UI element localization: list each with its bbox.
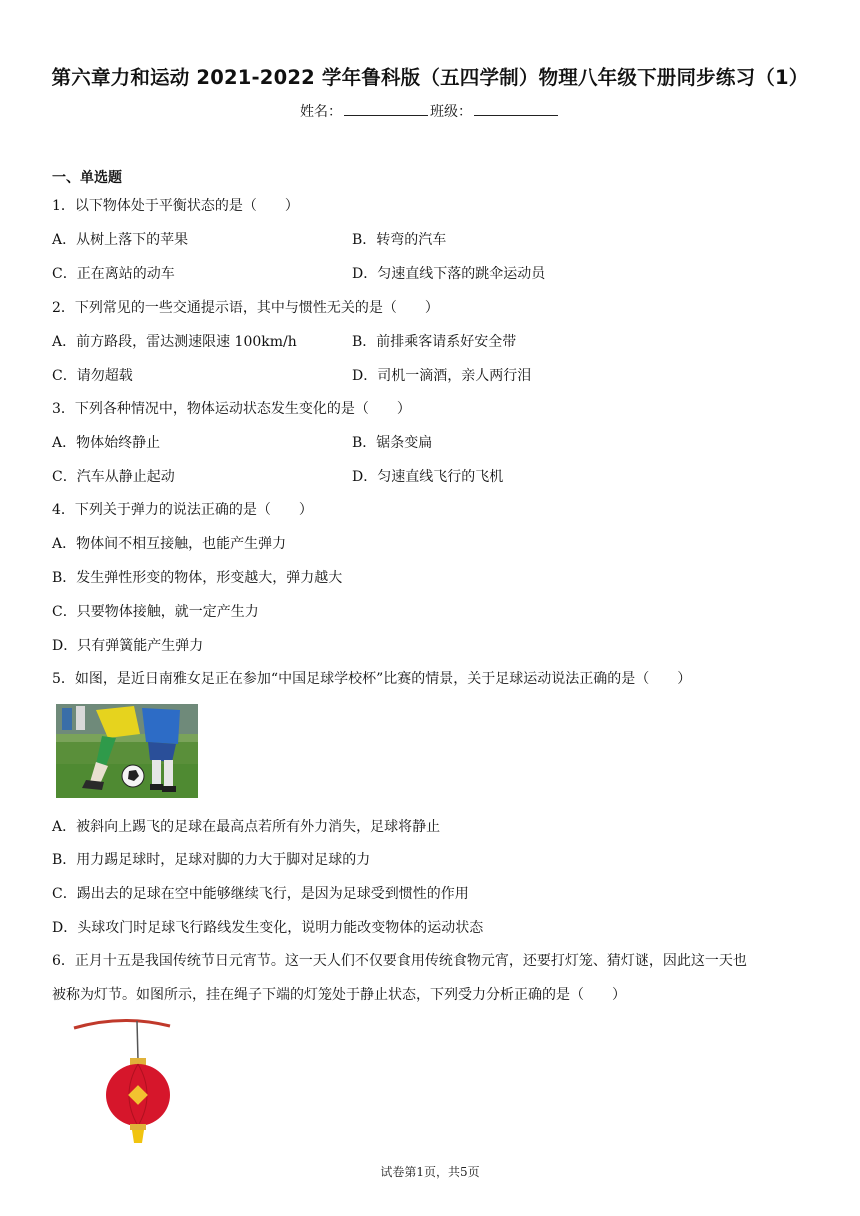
question-3-option-c: C．汽车从静止起动 [52,469,175,485]
question-2-stem: 2．下列常见的一些交通提示语，其中与惯性无关的是（ ） [52,300,439,316]
question-4-option-c: C．只要物体接触，就一定产生力 [52,604,259,620]
question-2-option-b: B．前排乘客请系好安全带 [352,334,517,350]
question-2-option-c: C．请勿超载 [52,368,133,384]
question-5-option-a: A．被斜向上踢飞的足球在最高点若所有外力消失，足球将静止 [52,819,441,835]
question-1-stem: 1．以下物体处于平衡状态的是（ ） [52,198,299,214]
question-3-option-b: B．锯条变扁 [352,435,433,451]
class-label: 班级： [430,104,472,120]
question-4-option-b: B．发生弹性形变的物体，形变越大，弹力越大 [52,570,343,586]
question-3-option-a: A．物体始终静止 [52,435,161,451]
question-5-option-d: D．头球攻门时足球飞行路线发生变化，说明力能改变物体的运动状态 [52,920,484,936]
name-label: 姓名： [300,104,342,120]
question-1-option-d: D．匀速直线下落的跳伞运动员 [352,266,546,282]
question-6-stem-line-1: 6．正月十五是我国传统节日元宵节。这一天人们不仅要食用传统食物元宵，还要打灯笼、猜灯谜，因此这一天也 [52,953,747,969]
question-1-option-a: A．从树上落下的苹果 [52,232,189,248]
section-heading: 一、单选题 [52,170,122,186]
question-4-stem: 4．下列关于弹力的说法正确的是（ ） [52,502,313,518]
question-2-option-a: A．前方路段，雷达测速限速 100km/h [52,334,297,350]
question-6-stem-line-2: 被称为灯节。如图所示，挂在绳子下端的灯笼处于静止状态，下列受力分析正确的是（ ） [52,987,626,1003]
class-blank[interactable] [474,103,558,116]
question-4-option-d: D．只有弹簧能产生弹力 [52,638,204,654]
question-5-option-c: C．踢出去的足球在空中能够继续飞行，是因为足球受到惯性的作用 [52,886,469,902]
question-4-option-a: A．物体间不相互接触，也能产生弹力 [52,536,287,552]
lantern-image [72,1016,172,1144]
question-1-option-c: C．正在离站的动车 [52,266,175,282]
name-blank[interactable] [344,103,428,116]
page-title: 第六章力和运动 2021-2022 学年鲁科版（五四学制）物理八年级下册同步练习（1） [51,66,809,89]
question-2-option-d: D．司机一滴酒，亲人两行泪 [352,368,532,384]
page-footer: 试卷第1页，共5页 [380,1165,480,1179]
question-3-stem: 3．下列各种情况中，物体运动状态发生变化的是（ ） [52,401,411,417]
question-3-option-d: D．匀速直线飞行的飞机 [352,469,504,485]
question-5-option-b: B．用力踢足球时，足球对脚的力大于脚对足球的力 [52,852,371,868]
question-5-stem: 5．如图，是近日南雅女足正在参加“中国足球学校杯”比赛的情景，关于足球运动说法正确的是（ ） [52,671,692,687]
question-1-option-b: B．转弯的汽车 [352,232,447,248]
soccer-photo [56,704,198,798]
student-info-line [0,101,860,121]
